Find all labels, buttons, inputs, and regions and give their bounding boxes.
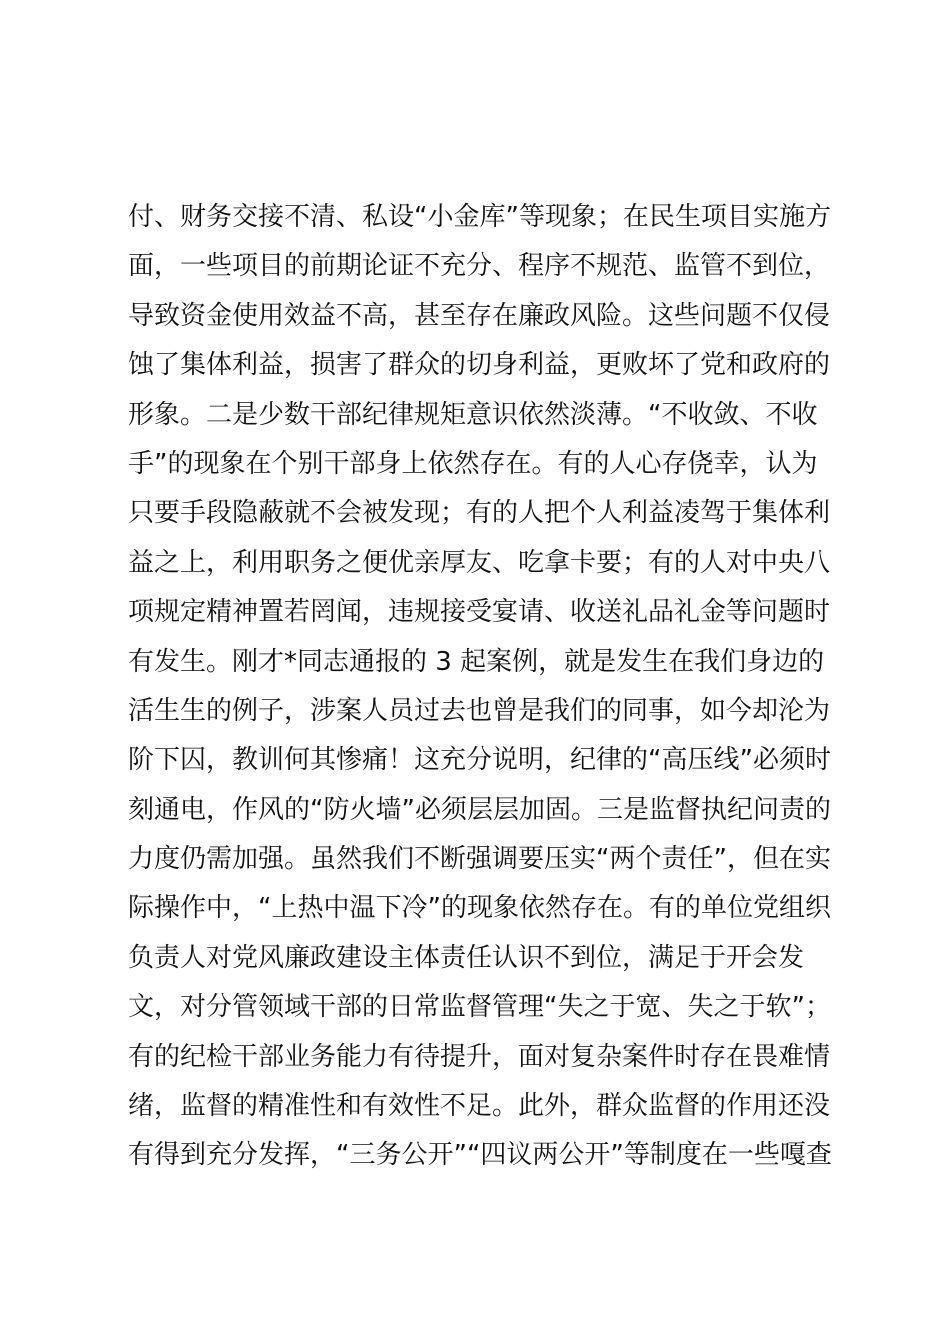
text-line-3: 导致资金使用效益不高，甚至存在廉政风险。这些问题不仅侵 — [128, 300, 831, 331]
text-line-18: 有的纪检干部业务能力有待提升，面对复杂案件时存在畏难情 — [128, 1041, 831, 1072]
text-line-7: 只要手段隐蔽就不会被发现；有的人把个人利益凌驾于集体利 — [128, 498, 831, 529]
text-line-19: 绪，监督的精准性和有效性不足。此外，群众监督的作用还没 — [128, 1091, 831, 1122]
text-line-14: 力度仍需加强。虽然我们不断强调要压实“两个责任”，但在实 — [128, 844, 831, 875]
text-line-16: 负责人对党风廉政建设主体责任认识不到位，满足于开会发 — [128, 942, 805, 973]
text-line-20: 有得到充分发挥，“三务公开”“四议两公开”等制度在一些嘎查 — [128, 1140, 832, 1171]
text-line-9: 项规定精神置若罔闻，违规接受宴请、收送礼品礼金等问题时 — [128, 597, 831, 628]
text-line-5: 形象。二是少数干部纪律规矩意识依然淡薄。“不收敛、不收 — [128, 399, 818, 430]
text-line-2: 面，一些项目的前期论证不充分、程序不规范、监管不到位， — [128, 251, 831, 282]
text-line-15: 际操作中，“上热中温下冷”的现象依然存在。有的单位党组织 — [128, 893, 831, 924]
text-line-17: 文，对分管领域干部的日常监督管理“失之于宽、失之于软”； — [128, 992, 831, 1023]
text-line-13: 刻通电，作风的“防火墙”必须层层加固。三是监督执纪问责的 — [128, 794, 831, 825]
text-line-12: 阶下囚，教训何其惨痛！这充分说明，纪律的“高压线”必须时 — [128, 745, 831, 776]
text-line-11: 活生生的例子，涉案人员过去也曾是我们的同事，如今却沦为 — [128, 695, 831, 726]
body-paragraph — [128, 193, 832, 1181]
text-line-10: 有发生。刚才*同志通报的 3 起案例，就是发生在我们身边的 — [128, 646, 825, 677]
text-line-8: 益之上，利用职务之便优亲厚友、吃拿卡要；有的人对中央八 — [128, 547, 831, 578]
text-line-4: 蚀了集体利益，损害了群众的切身利益，更败坏了党和政府的 — [128, 350, 831, 381]
text-line-6: 手”的现象在个别干部身上依然存在。有的人心存侥幸，认为 — [128, 448, 818, 479]
text-line-1: 付、财务交接不清、私设“小金库”等现象；在民生项目实施方 — [128, 202, 831, 232]
